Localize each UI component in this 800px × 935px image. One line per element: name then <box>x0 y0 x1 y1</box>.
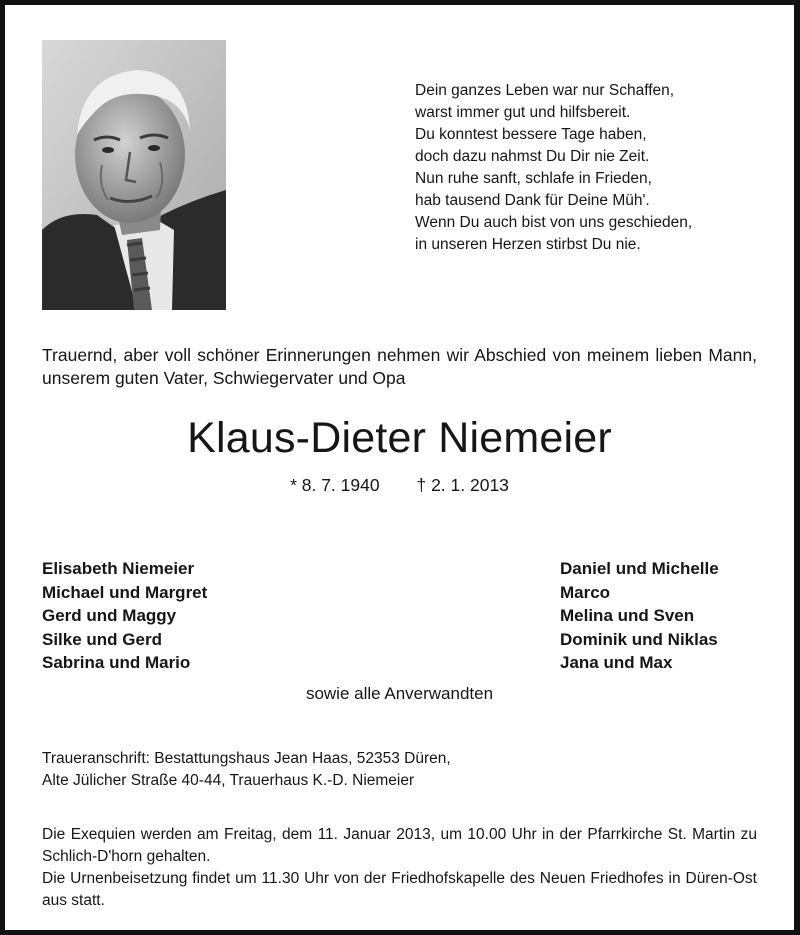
mourner-name: Silke und Gerd <box>42 629 162 649</box>
portrait-illustration <box>42 40 226 310</box>
relatives-note: sowie alle Anverwandten <box>305 684 494 703</box>
mourner-name: Sabrina und Mario <box>42 653 191 673</box>
portrait-photo <box>42 40 226 310</box>
poem-line: Du konntest bessere Tage haben, <box>415 126 647 143</box>
urn-burial-text: Die Urnenbeisetzung findet um 11.30 Uhr von der Friedhofskapelle des Neuen Friedhofes in Düren-Ost aus statt. <box>42 870 757 909</box>
poem-line: doch dazu nahmst Du Dir nie Zeit. <box>415 148 650 165</box>
mourner-name: Daniel und Michelle <box>560 559 719 578</box>
poem-line: warst immer gut und hilfsbereit. <box>415 104 631 121</box>
poem-line: in unseren Herzen stirbst Du nie. <box>415 236 641 253</box>
poem-line: hab tausend Dank für Deine Müh'. <box>415 192 650 209</box>
memorial-poem <box>415 80 692 256</box>
mourners-left-column <box>42 557 207 675</box>
mourner-name: Elisabeth Niemeier <box>42 559 195 578</box>
life-dates <box>5 473 794 497</box>
address-line: Alte Jülicher Straße 40-44, Trauerhaus K.-D. Niemeier <box>42 772 415 789</box>
mourner-name: Michael und Margret <box>42 582 208 602</box>
mourner-name: Gerd und Maggy <box>42 606 177 626</box>
mourner-name: Jana und Max <box>560 653 673 673</box>
poem-line: Wenn Du auch bist von uns geschieden, <box>415 214 693 231</box>
poem-line: Dein ganzes Leben war nur Schaffen, <box>415 82 675 99</box>
deceased-name: Klaus-Dieter Niemeier <box>187 414 612 462</box>
intro-text: Trauernd, aber voll schöner Erinnerungen nehmen wir Abschied von meinem lieben Mann, unserem guten Vater, Schwiegervater und Opa <box>42 345 757 388</box>
mourning-address <box>42 748 451 792</box>
mourner-name: Marco <box>560 582 611 602</box>
exequien-text: Die Exequien werden am Freitag, dem 11. Januar 2013, um 10.00 Uhr in der Pfarrkirche St. Martin zu Schlich-D'horn gehalten. <box>42 826 757 865</box>
birth-date: * 8. 7. 1940 <box>290 475 380 495</box>
death-date: † 2. 1. 2013 <box>416 475 509 495</box>
service-details <box>42 824 757 912</box>
mourner-name: Dominik und Niklas <box>560 629 718 649</box>
mourner-name: Melina und Sven <box>560 606 695 626</box>
mourners-right-column <box>560 557 719 675</box>
poem-line: Nun ruhe sanft, schlafe in Frieden, <box>415 170 652 187</box>
address-line: Traueranschrift: Bestattungshaus Jean Haas, 52353 Düren, <box>42 750 451 767</box>
